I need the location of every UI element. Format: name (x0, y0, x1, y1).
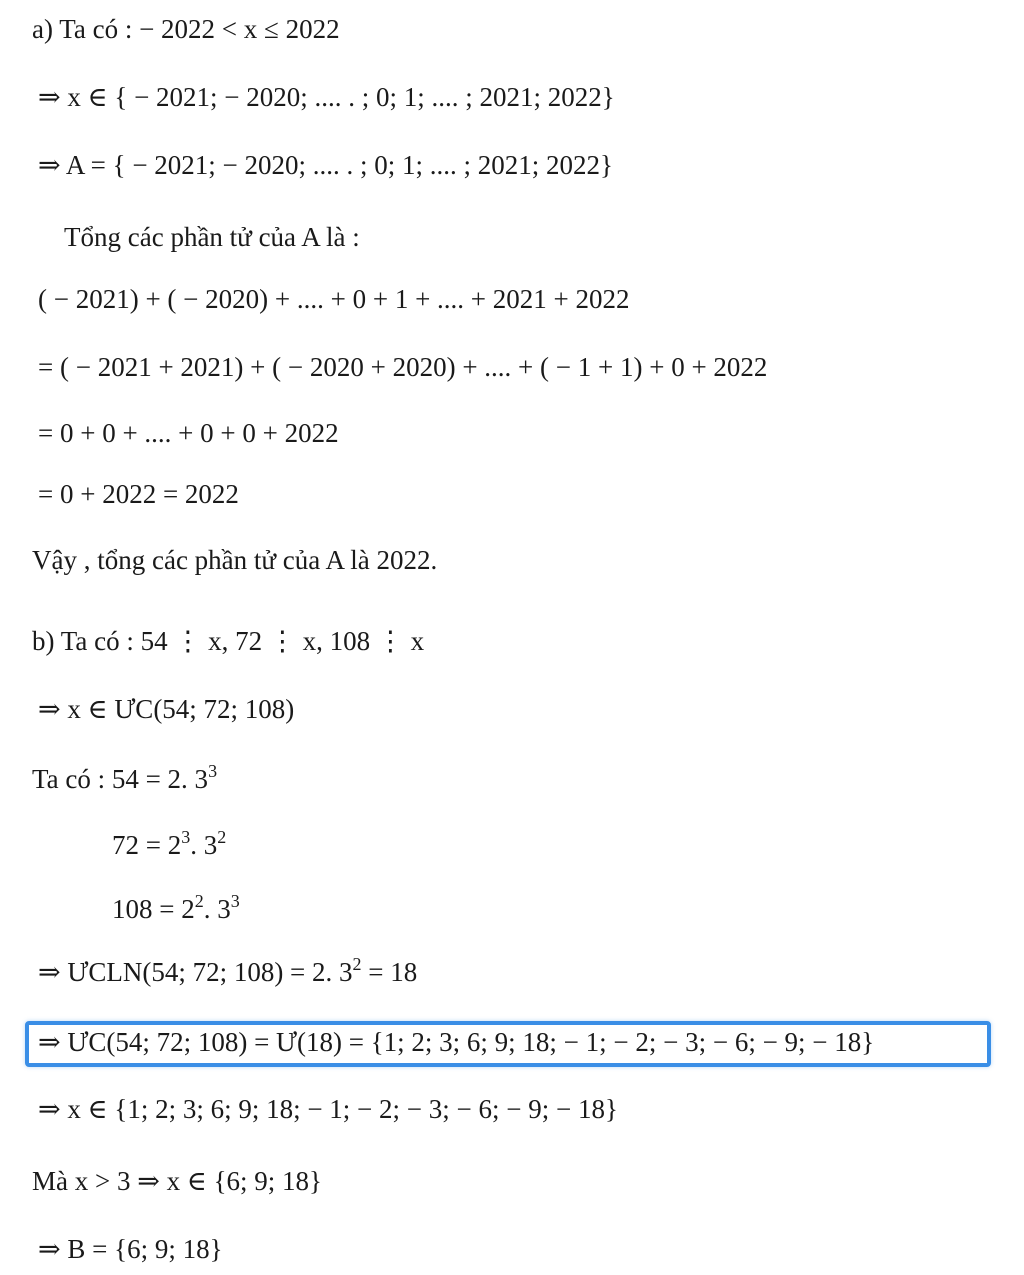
part-b-line-10: ⇒ B = {6; 9; 18} (38, 1234, 223, 1264)
part-a-conclusion: Vậy , tổng các phần tử của A là 2022. (32, 545, 438, 575)
factor-54-exponent: 3 (208, 761, 218, 781)
part-a-line-7: = 0 + 0 + .... + 0 + 0 + 2022 (38, 418, 339, 448)
part-b-line-3 (32, 762, 217, 796)
part-a-line-4: Tổng các phần tử của A là : (64, 222, 360, 252)
part-b-line-8: ⇒ x ∈ {1; 2; 3; 6; 9; 18; − 1; − 2; − 3; − 6; − 9; − 18} (38, 1094, 618, 1124)
factor-108-exponent-2: 3 (230, 891, 240, 911)
factor-54-text: Ta có : 54 = 2. 3 (32, 764, 209, 794)
part-b-line-4 (112, 828, 226, 862)
part-b-line-7-highlighted: ⇒ ƯC(54; 72; 108) = Ư(18) = {1; 2; 3; 6; 9; 18; − 1; − 2; − 3; − 6; − 9; − 18} (38, 1027, 875, 1057)
gcd-exponent: 2 (352, 954, 362, 974)
part-b-line-9: Mà x > 3 ⇒ x ∈ {6; 9; 18} (32, 1166, 322, 1196)
factor-108-text-a: 108 = 2 (112, 894, 195, 924)
factor-108-exponent-1: 2 (194, 891, 204, 911)
factor-72-exponent-2: 2 (217, 827, 227, 847)
factor-72-exponent-1: 3 (181, 827, 191, 847)
part-a-line-1: a) Ta có : − 2022 < x ≤ 2022 (32, 14, 340, 44)
factor-108-text-b: . 3 (203, 894, 231, 924)
part-b-line-2: ⇒ x ∈ ƯC(54; 72; 108) (38, 694, 295, 724)
factor-72-text-b: . 3 (190, 830, 218, 860)
part-a-line-8: = 0 + 2022 = 2022 (38, 479, 239, 509)
part-b-line-1: b) Ta có : 54 ⋮ x, 72 ⋮ x, 108 ⋮ x (32, 626, 425, 656)
part-a-line-3: ⇒ A = { − 2021; − 2020; .... . ; 0; 1; .... ; 2021; 2022} (38, 150, 614, 180)
part-a-line-2: ⇒ x ∈ { − 2021; − 2020; .... . ; 0; 1; .... ; 2021; 2022} (38, 82, 615, 112)
part-b-line-5 (112, 892, 240, 926)
part-b-line-6 (38, 955, 417, 989)
factor-72-text-a: 72 = 2 (112, 830, 182, 860)
gcd-text-b: = 18 (361, 957, 418, 987)
part-a-line-5: ( − 2021) + ( − 2020) + .... + 0 + 1 + .... + 2021 + 2022 (38, 284, 630, 314)
gcd-text-a: ⇒ ƯCLN(54; 72; 108) = 2. 3 (38, 957, 353, 987)
part-a-line-6: = ( − 2021 + 2021) + ( − 2020 + 2020) + .... + ( − 1 + 1) + 0 + 2022 (38, 352, 768, 382)
